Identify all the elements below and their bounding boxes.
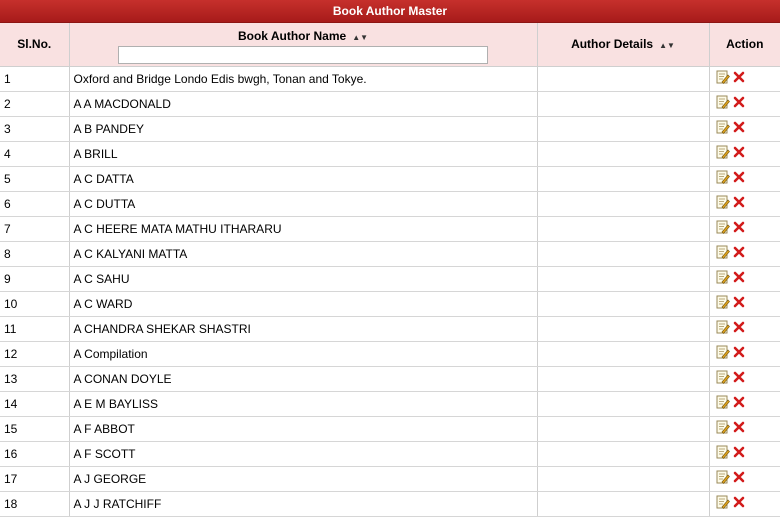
cell-author-name: A J J RATCHIFF: [69, 491, 537, 516]
cell-author-name: A CHANDRA SHEKAR SHASTRI: [69, 316, 537, 341]
cell-action: [709, 66, 780, 91]
cell-author-name: A Compilation: [69, 341, 537, 366]
header-author-details-label[interactable]: Author Details: [571, 37, 654, 52]
header-action: Action: [709, 23, 780, 66]
sort-arrows-icon[interactable]: ▲▼: [659, 41, 675, 51]
cell-author-name: A A MACDONALD: [69, 91, 537, 116]
edit-icon[interactable]: [716, 145, 730, 159]
cell-action: [709, 291, 780, 316]
edit-icon[interactable]: [716, 245, 730, 259]
cell-author-details: [537, 266, 709, 291]
edit-icon[interactable]: [716, 70, 730, 84]
cell-action: [709, 316, 780, 341]
cell-author-details: [537, 416, 709, 441]
table-row: [0, 466, 780, 491]
cell-action: [709, 191, 780, 216]
cell-slno: 5: [0, 166, 69, 191]
cell-author-details: [537, 216, 709, 241]
table-body: [0, 66, 780, 516]
cell-slno: 16: [0, 441, 69, 466]
cell-author-name: A CONAN DOYLE: [69, 366, 537, 391]
page-title: Book Author Master: [0, 0, 780, 23]
table-row: [0, 216, 780, 241]
cell-slno: 8: [0, 241, 69, 266]
cell-author-details: [537, 141, 709, 166]
cell-slno: 9: [0, 266, 69, 291]
cell-author-details: [537, 241, 709, 266]
cell-author-name: A F ABBOT: [69, 416, 537, 441]
cell-action: [709, 366, 780, 391]
cell-author-details: [537, 316, 709, 341]
table-row: [0, 391, 780, 416]
header-slno: Sl.No.: [0, 23, 69, 66]
delete-icon[interactable]: [733, 421, 745, 433]
cell-action: [709, 466, 780, 491]
cell-author-name: A C WARD: [69, 291, 537, 316]
edit-icon[interactable]: [716, 370, 730, 384]
table-row: [0, 91, 780, 116]
sort-arrows-icon[interactable]: ▲▼: [352, 33, 369, 42]
cell-author-name: A F SCOTT: [69, 441, 537, 466]
header-author-name[interactable]: [69, 23, 537, 66]
edit-icon[interactable]: [716, 420, 730, 434]
cell-author-details: [537, 441, 709, 466]
cell-author-name: A B PANDEY: [69, 116, 537, 141]
delete-icon[interactable]: [733, 446, 745, 458]
cell-author-details: [537, 91, 709, 116]
edit-icon[interactable]: [716, 220, 730, 234]
delete-icon[interactable]: [733, 271, 745, 283]
table-row: [0, 366, 780, 391]
cell-action: [709, 491, 780, 516]
table-header-row: [0, 23, 780, 66]
cell-author-name: A C SAHU: [69, 266, 537, 291]
table-row: [0, 441, 780, 466]
cell-slno: 4: [0, 141, 69, 166]
delete-icon[interactable]: [733, 346, 745, 358]
table-row: [0, 291, 780, 316]
cell-author-details: [537, 66, 709, 91]
table-row: [0, 166, 780, 191]
cell-action: [709, 266, 780, 291]
table-row: [0, 191, 780, 216]
cell-author-name: A C KALYANI MATTA: [69, 241, 537, 266]
cell-author-name: A C DATTA: [69, 166, 537, 191]
cell-action: [709, 341, 780, 366]
edit-icon[interactable]: [716, 270, 730, 284]
cell-author-details: [537, 391, 709, 416]
header-author-details[interactable]: [537, 23, 709, 66]
cell-slno: 14: [0, 391, 69, 416]
delete-icon[interactable]: [733, 221, 745, 233]
cell-action: [709, 141, 780, 166]
header-author-name-label[interactable]: Book Author Name: [237, 29, 347, 43]
delete-icon[interactable]: [733, 471, 745, 483]
cell-author-details: [537, 366, 709, 391]
delete-icon[interactable]: [733, 321, 745, 333]
edit-icon[interactable]: [716, 445, 730, 459]
cell-slno: 2: [0, 91, 69, 116]
author-table: [0, 23, 780, 517]
delete-icon[interactable]: [733, 246, 745, 258]
table-row: [0, 66, 780, 91]
cell-action: [709, 166, 780, 191]
delete-icon[interactable]: [733, 71, 745, 83]
delete-icon[interactable]: [733, 96, 745, 108]
table-row: [0, 341, 780, 366]
cell-slno: 6: [0, 191, 69, 216]
edit-icon[interactable]: [716, 395, 730, 409]
delete-icon[interactable]: [733, 196, 745, 208]
cell-slno: 12: [0, 341, 69, 366]
edit-icon[interactable]: [716, 195, 730, 209]
author-name-filter-input[interactable]: [118, 46, 488, 64]
edit-icon[interactable]: [716, 345, 730, 359]
cell-action: [709, 416, 780, 441]
cell-slno: 13: [0, 366, 69, 391]
edit-icon[interactable]: [716, 495, 730, 509]
cell-action: [709, 241, 780, 266]
cell-slno: 7: [0, 216, 69, 241]
cell-action: [709, 391, 780, 416]
cell-author-details: [537, 491, 709, 516]
cell-author-name: A C HEERE MATA MATHU ITHARARU: [69, 216, 537, 241]
table-row: [0, 116, 780, 141]
cell-author-name: A J GEORGE: [69, 466, 537, 491]
cell-slno: 11: [0, 316, 69, 341]
edit-icon[interactable]: [716, 95, 730, 109]
cell-slno: 18: [0, 491, 69, 516]
cell-author-details: [537, 166, 709, 191]
cell-author-name: Oxford and Bridge Londo Edis bwgh, Tonan and Tokye.: [69, 66, 537, 91]
cell-action: [709, 216, 780, 241]
cell-author-name: A E M BAYLISS: [69, 391, 537, 416]
edit-icon[interactable]: [716, 170, 730, 184]
cell-action: [709, 91, 780, 116]
delete-icon[interactable]: [733, 371, 745, 383]
cell-slno: 3: [0, 116, 69, 141]
cell-action: [709, 441, 780, 466]
cell-author-details: [537, 291, 709, 316]
edit-icon[interactable]: [716, 320, 730, 334]
cell-author-name: A C DUTTA: [69, 191, 537, 216]
cell-slno: 1: [0, 66, 69, 91]
cell-author-details: [537, 116, 709, 141]
cell-author-details: [537, 466, 709, 491]
cell-slno: 17: [0, 466, 69, 491]
edit-icon[interactable]: [716, 120, 730, 134]
table-row: [0, 266, 780, 291]
table-row: [0, 316, 780, 341]
delete-icon[interactable]: [733, 146, 745, 158]
edit-icon[interactable]: [716, 295, 730, 309]
cell-author-details: [537, 191, 709, 216]
table-row: [0, 491, 780, 516]
delete-icon[interactable]: [733, 121, 745, 133]
table-row: [0, 416, 780, 441]
cell-slno: 10: [0, 291, 69, 316]
cell-author-details: [537, 341, 709, 366]
cell-action: [709, 116, 780, 141]
cell-slno: 15: [0, 416, 69, 441]
delete-icon[interactable]: [733, 171, 745, 183]
edit-icon[interactable]: [716, 470, 730, 484]
table-row: [0, 241, 780, 266]
delete-icon[interactable]: [733, 496, 745, 508]
table-row: [0, 141, 780, 166]
cell-author-name: A BRILL: [69, 141, 537, 166]
delete-icon[interactable]: [733, 296, 745, 308]
delete-icon[interactable]: [733, 396, 745, 408]
